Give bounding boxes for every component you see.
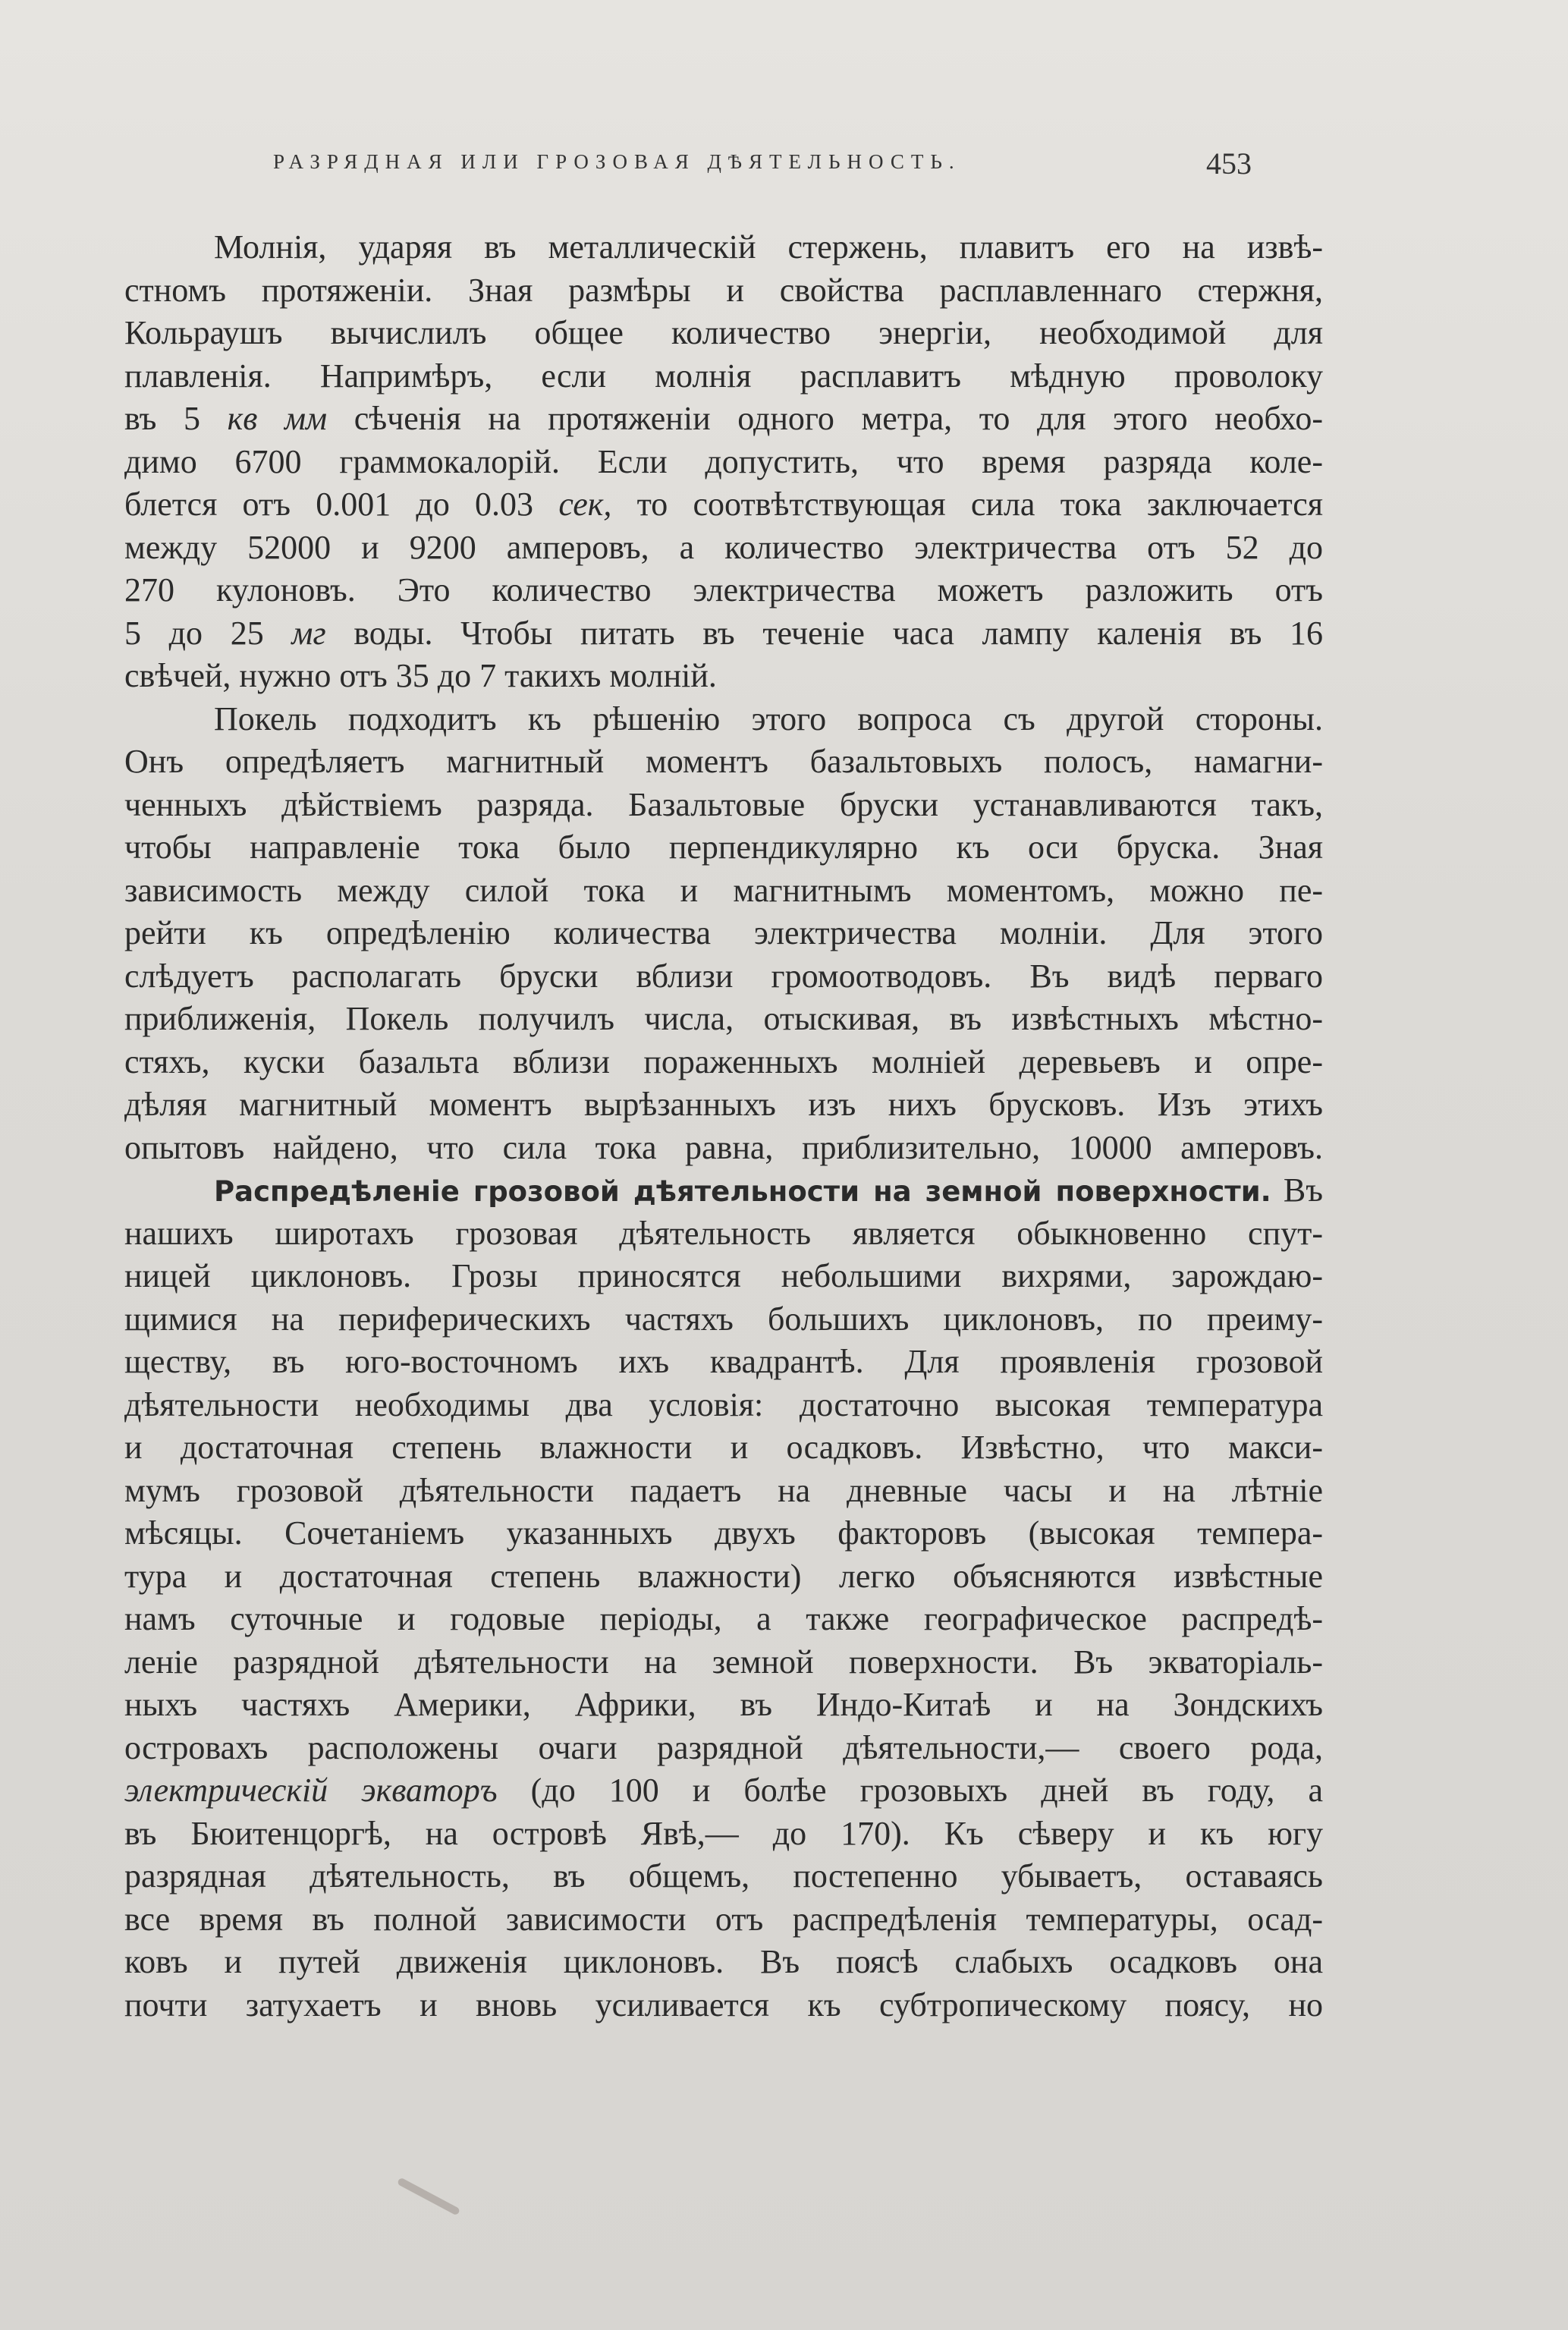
text-line: между 52000 и 9200 амперовъ, а количество электричества отъ 52 до (124, 528, 1323, 566)
running-head: РАЗРЯДНАЯ ИЛИ ГРОЗОВАЯ ДѢЯТЕЛЬНОСТЬ. (273, 150, 961, 173)
italic-unit: кв мм (227, 400, 328, 437)
text-line: тура и достаточная степень влажности) легко объясняются извѣстные (124, 1557, 1323, 1595)
text-line: приближенія, Покель получилъ числа, отыскивая, въ извѣстныхъ мѣстно- (124, 1000, 1323, 1037)
text-line: Молнія, ударяя въ металлическій стержень, плавитъ его на извѣ- (214, 228, 1323, 266)
text-line: опытовъ найдено, что сила тока равна, приблизительно, 10000 амперовъ. (124, 1128, 1323, 1166)
italic-unit: сек, (558, 486, 612, 523)
text-run: въ 5 (124, 400, 228, 437)
text-line: въ Бюитенцоргѣ, на островѣ Явѣ,— до 170). Къ сѣверу и къ югу (124, 1814, 1323, 1852)
text-line: и достаточная степень влажности и осадковъ. Извѣстно, что макси- (124, 1429, 1323, 1466)
text-line: ныхъ частяхъ Америки, Африки, въ Индо-Китаѣ и на Зондскихъ (124, 1686, 1323, 1723)
text-line: рейти къ опредѣленію количества электричества молніи. Для этого (124, 914, 1323, 951)
text-line (124, 398, 1323, 441)
section-heading: Распредѣленіе грозовой дѣятельности на земной поверхности. (214, 1175, 1271, 1208)
text-line: ченныхъ дѣйствіемъ разряда. Базальтовые бруски устанавливаются такъ, (124, 785, 1323, 823)
text-line: дѣляя магнитный моментъ вырѣзанныхъ изъ нихъ брусковъ. Изъ этихъ (124, 1086, 1323, 1123)
italic-unit: мг (291, 614, 326, 652)
text-line: разрядная дѣятельность, въ общемъ, постепенно убываетъ, оставаясь (124, 1857, 1323, 1895)
text-line: стномъ протяженіи. Зная размѣры и свойства расплавленнаго стержня, (124, 271, 1323, 309)
text-line: димо 6700 граммокалорій. Если допустить, что время разряда коле- (124, 442, 1323, 480)
text-line (124, 612, 1323, 656)
text-run: воды. Чтобы питать въ теченіе часа лампу каленія въ 16 (325, 614, 1323, 652)
page-number: 453 (1206, 146, 1252, 181)
text-line: 270 кулоновъ. Это количество электричества можетъ разложить отъ (124, 571, 1323, 608)
text-line: островахъ расположены очаги разрядной дѣятельности,— своего рода, (124, 1728, 1323, 1766)
text-line: зависимость между силой тока и магнитнымъ моментомъ, можно пе- (124, 871, 1323, 909)
text-line: почти затухаетъ и вновь усиливается къ субтропическому поясу, но (124, 1986, 1323, 2023)
text-line: стяхъ, куски базальта вблизи пораженныхъ молніей деревьевъ и опре- (124, 1042, 1323, 1080)
text-line (124, 483, 1323, 527)
text-line: мѣсяцы. Сочетаніемъ указанныхъ двухъ факторовъ (высокая темпера- (124, 1514, 1323, 1552)
text-line: слѣдуетъ располагать бруски вблизи громоотводовъ. Въ видѣ перваго (124, 957, 1323, 995)
text-line: дѣятельности необходимы два условія: достаточно высокая температура (124, 1385, 1323, 1423)
text-line: ковъ и путей движенія циклоновъ. Въ поясѣ слабыхъ осадковъ она (124, 1943, 1323, 1980)
text-run: Въ (1271, 1171, 1323, 1209)
text-line: ществу, въ юго-восточномъ ихъ квадрантѣ. Для проявленія грозовой (124, 1343, 1323, 1380)
text-line: ницей циклоновъ. Грозы приносятся небольшими вихрями, зарождаю- (124, 1257, 1323, 1294)
text-line: плавленія. Напримѣръ, если молнія расплавитъ мѣдную проволоку (124, 357, 1323, 395)
text-line: мумъ грозовой дѣятельности падаетъ на дневные часы и на лѣтніе (124, 1471, 1323, 1509)
paper-smudge (397, 2177, 460, 2215)
text-line: намъ суточные и годовые періоды, а также географическое распредѣ- (124, 1600, 1323, 1637)
section-heading-line (124, 1169, 1323, 1212)
text-run: то соотвѣтствующая сила тока заключается (611, 486, 1323, 523)
body-text (124, 226, 1323, 2027)
text-line: леніе разрядной дѣятельности на земной поверхности. Въ экваторіаль- (124, 1643, 1323, 1681)
text-line: Кольраушъ вычислилъ общее количество энергіи, необходимой для (124, 314, 1323, 351)
text-line: нашихъ широтахъ грозовая дѣятельность является обыкновенно спут- (124, 1214, 1323, 1252)
text-line: Покель подходитъ къ рѣшенію этого вопроса съ другой стороны. (214, 700, 1323, 737)
text-run: блется отъ 0.001 до 0.03 (124, 486, 559, 523)
text-line: все время въ полной зависимости отъ распредѣленія температуры, осад- (124, 1900, 1323, 1938)
text-line: свѣчей, нужно отъ 35 до 7 такихъ молній. (124, 657, 717, 694)
text-run: 5 до 25 (124, 614, 292, 652)
text-line: Онъ опредѣляетъ магнитный моментъ базальтовыхъ полосъ, намагни- (124, 743, 1323, 780)
text-run: сѣченія на протяженіи одного метра, то для этого необхо- (327, 400, 1324, 437)
text-run: (до 100 и болѣе грозовыхъ дней въ году, а (497, 1772, 1323, 1809)
text-line: чтобы направленіе тока было перпендикулярно къ оси бруска. Зная (124, 829, 1323, 866)
text-line (124, 1769, 1323, 1813)
text-line: щимися на периферическихъ частяхъ большихъ циклоновъ, по преиму- (124, 1300, 1323, 1338)
italic-term: электрическій экваторъ (124, 1772, 498, 1809)
